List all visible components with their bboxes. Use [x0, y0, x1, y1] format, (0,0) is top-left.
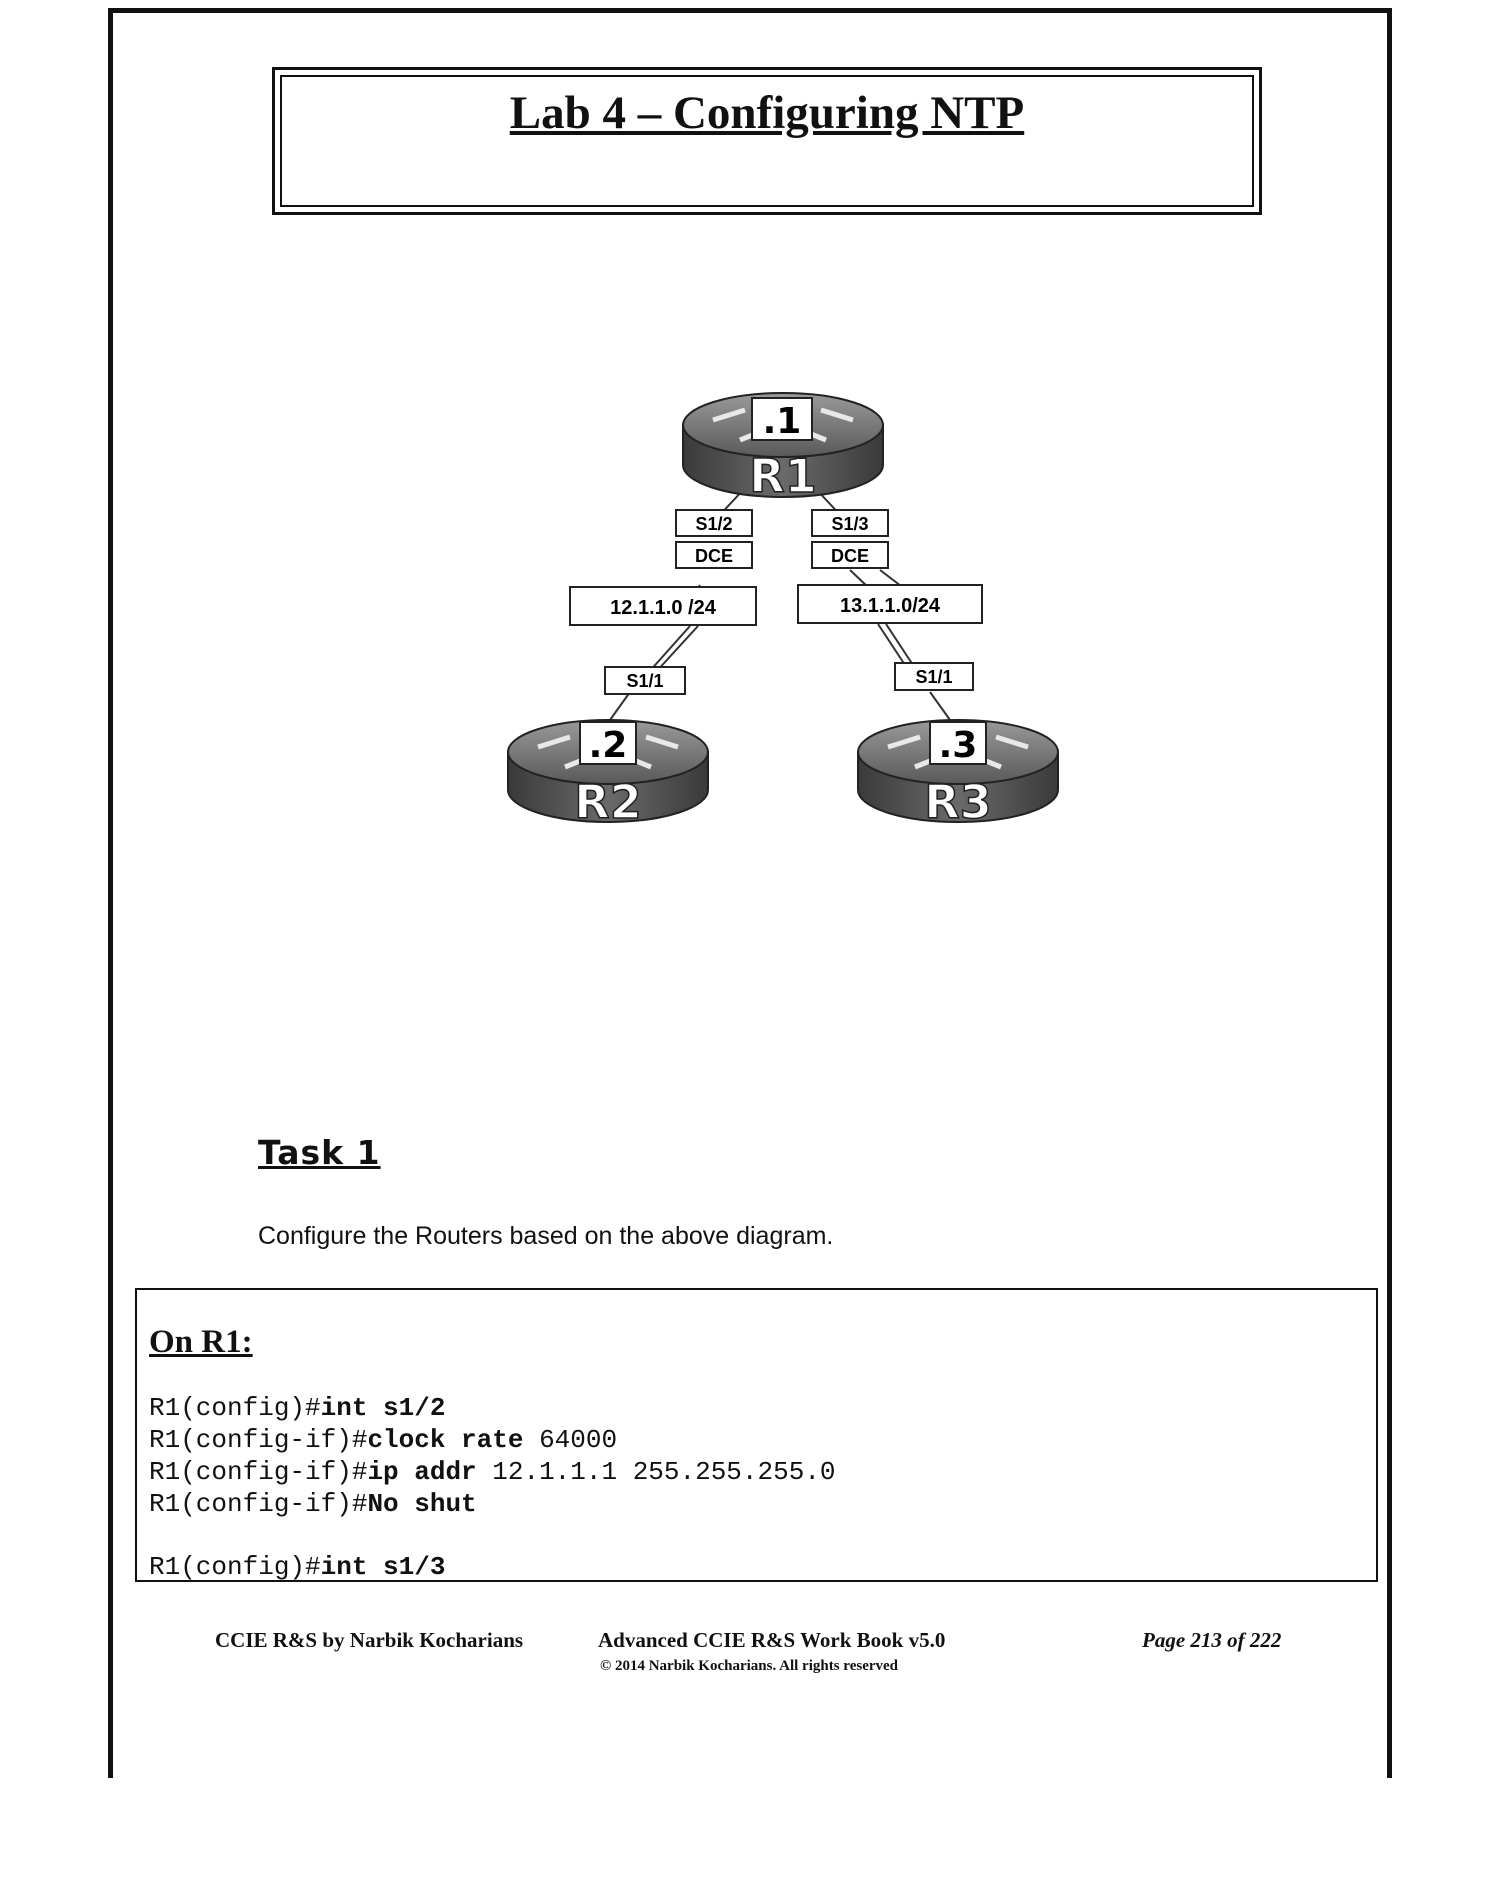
router-r1	[683, 393, 883, 503]
footer-author: CCIE R&S by Narbik Kocharians	[215, 1628, 524, 1652]
r1-ip: .1	[762, 401, 802, 442]
config-title: On R1:	[149, 1324, 253, 1360]
label-dce-right	[812, 542, 888, 568]
config-line: R1(config-if)#clock rate 64000	[149, 1425, 618, 1455]
svg-text:12.1.1.0 /24: 12.1.1.0 /24	[610, 597, 716, 619]
label-subnet-left	[570, 587, 756, 625]
config-line: R1(config)#int s1/3	[149, 1552, 446, 1582]
r1-name: R1	[749, 449, 817, 503]
task-heading: Task 1	[258, 1133, 381, 1172]
config-line: R1(config-if)#No shut	[149, 1489, 477, 1519]
footer-page-number: Page 213 of 222	[1142, 1628, 1282, 1652]
label-dce-left	[676, 542, 752, 568]
r3-ip: .3	[938, 725, 978, 766]
page-title: Lab 4 – Configuring NTP	[509, 87, 1025, 139]
label-r2-s1-1	[605, 667, 685, 694]
svg-text:S1/1: S1/1	[626, 671, 664, 691]
router-r2	[508, 720, 708, 829]
label-r1-s1-3	[812, 510, 888, 536]
label-r3-s1-1	[895, 663, 973, 690]
svg-text:DCE: DCE	[694, 546, 734, 566]
svg-text:DCE: DCE	[830, 546, 870, 566]
r3-name: R3	[924, 775, 992, 829]
r2-ip: .2	[588, 725, 628, 766]
config-line: R1(config-if)#ip addr 12.1.1.1 255.255.255.0	[149, 1457, 836, 1487]
svg-text:13.1.1.0/24: 13.1.1.0/24	[839, 595, 941, 617]
network-diagram	[0, 0, 1492, 900]
r2-name: R2	[574, 775, 642, 829]
task-description: Configure the Routers based on the above diagram.	[258, 1222, 834, 1250]
svg-text:S1/1: S1/1	[915, 667, 953, 687]
config-line: R1(config)#int s1/2	[149, 1393, 446, 1423]
svg-text:S1/3: S1/3	[831, 514, 869, 534]
label-r1-s1-2	[676, 510, 752, 536]
svg-text:S1/2: S1/2	[695, 514, 733, 534]
footer-book-title: Advanced CCIE R&S Work Book v5.0	[598, 1628, 946, 1652]
config-box	[135, 1288, 1378, 1582]
footer-copyright: © 2014 Narbik Kocharians. All rights reserved	[600, 1658, 899, 1674]
label-subnet-right	[798, 585, 982, 623]
router-r3	[858, 720, 1058, 829]
